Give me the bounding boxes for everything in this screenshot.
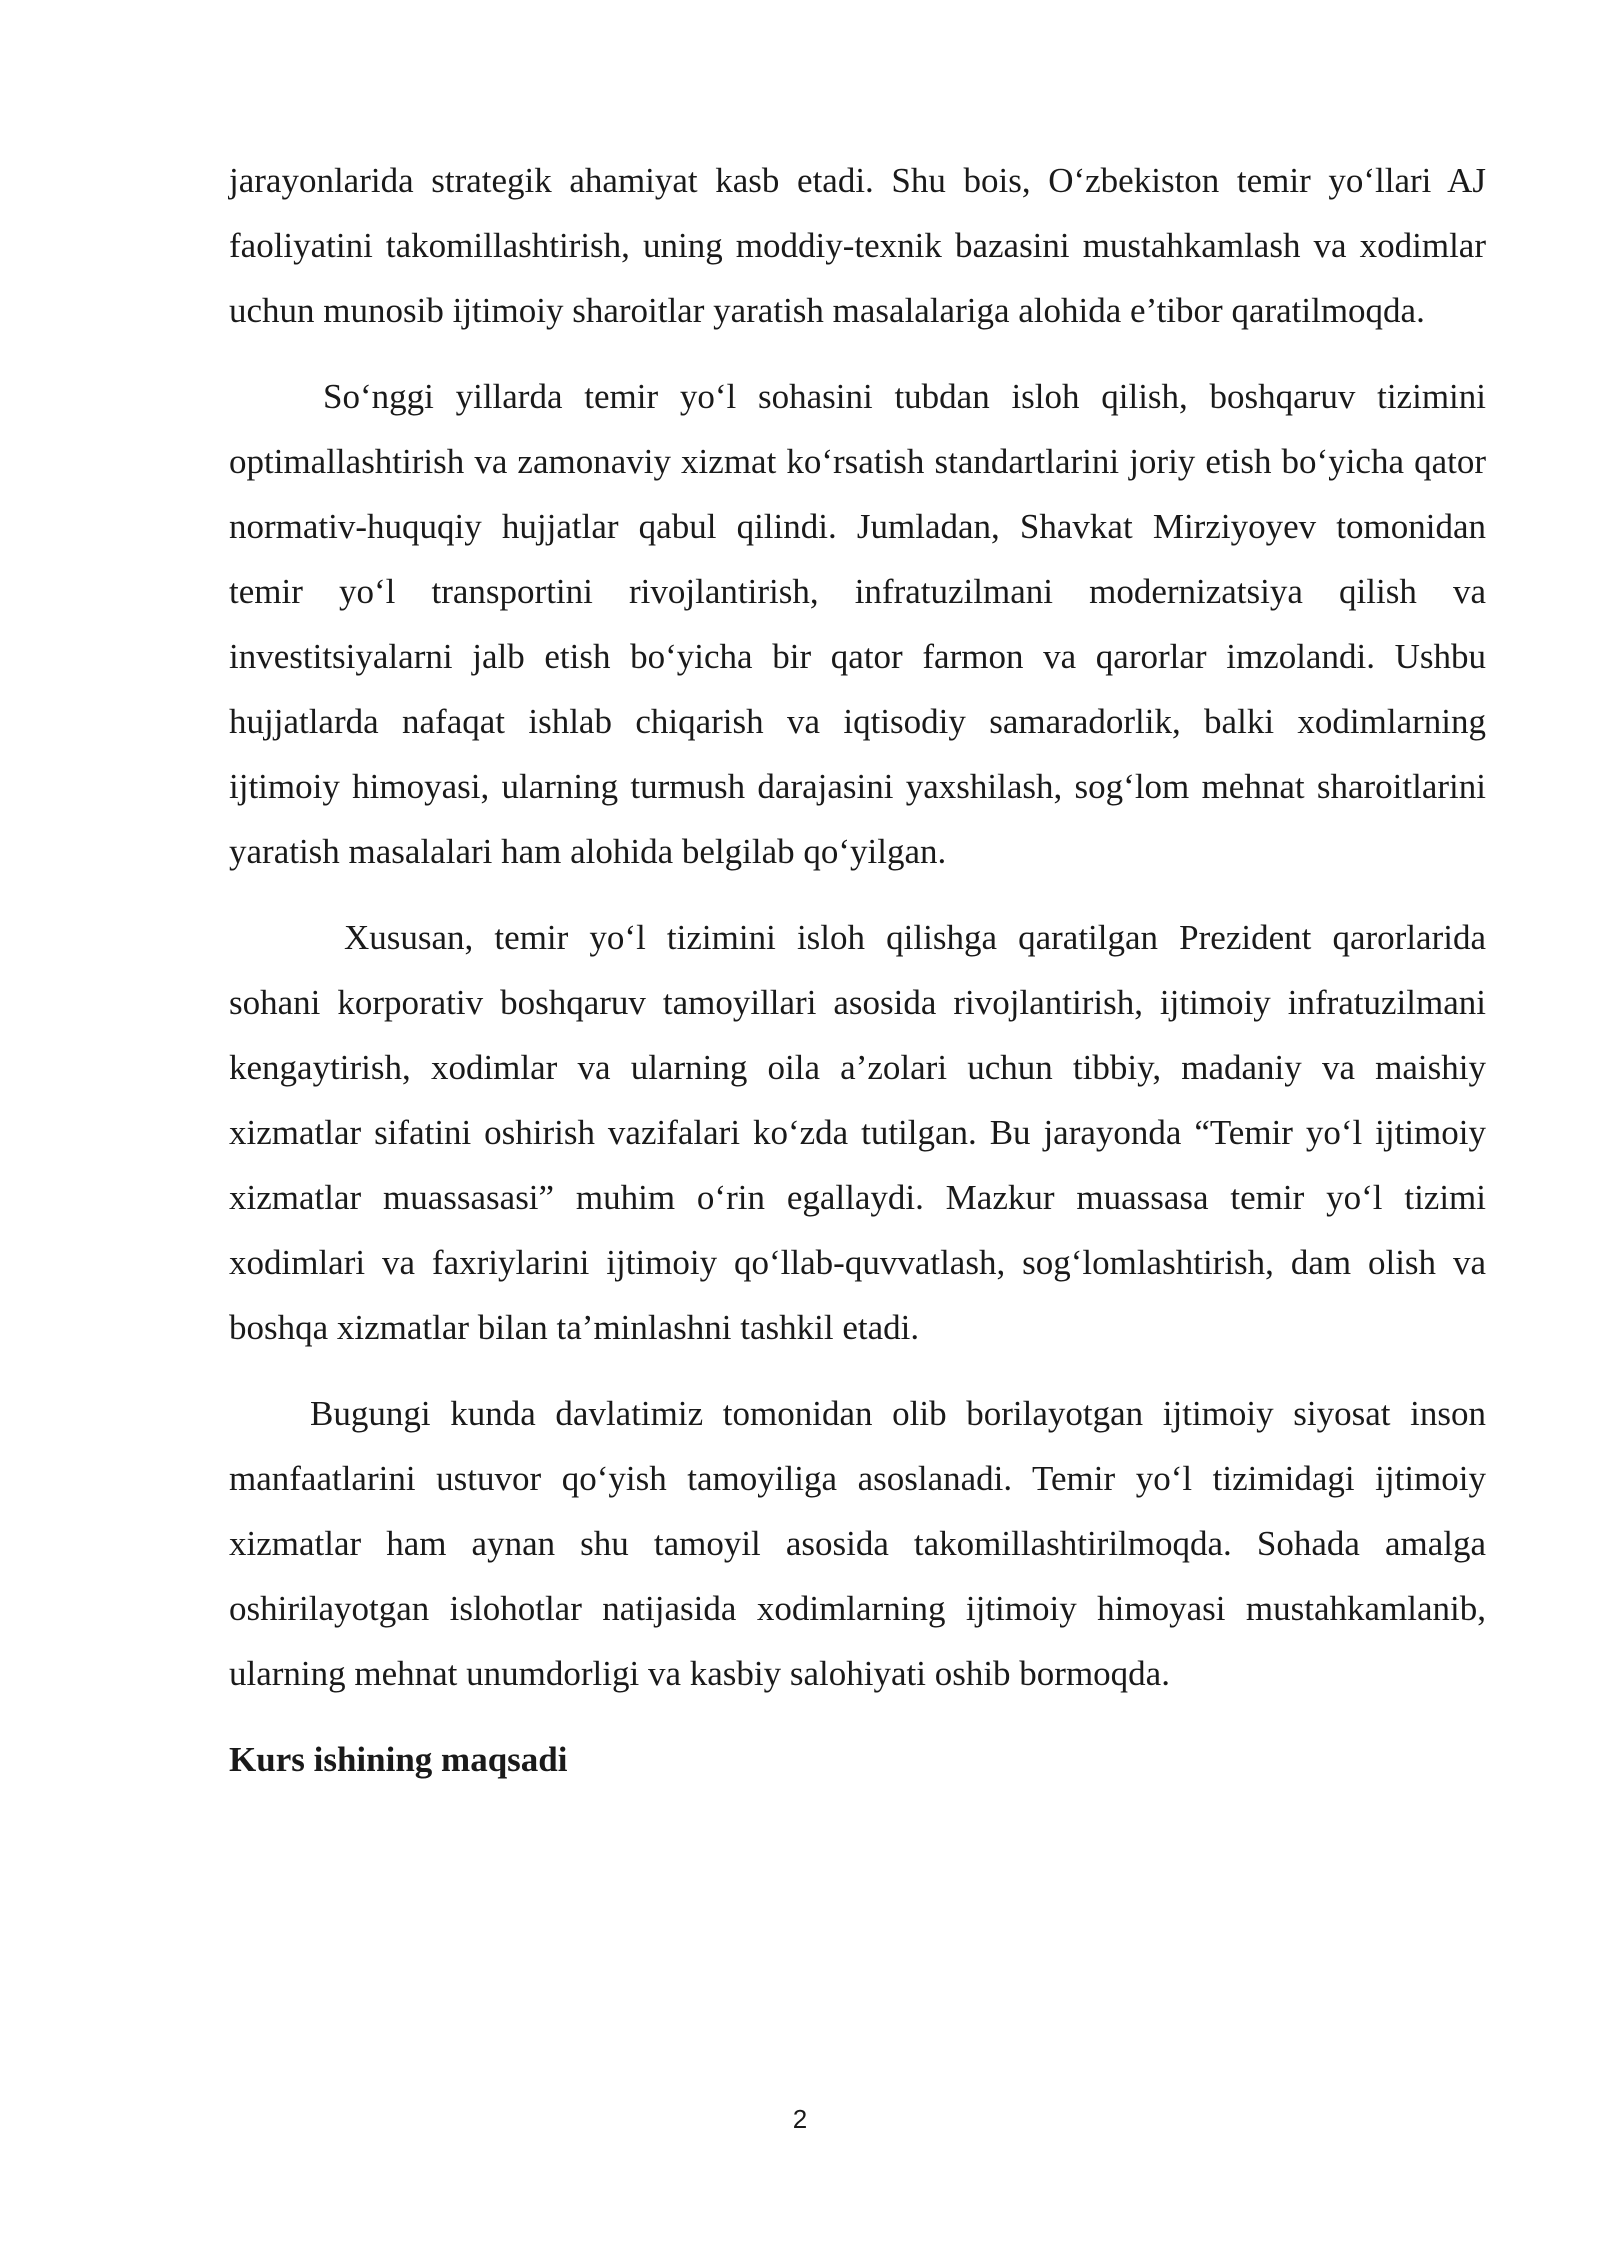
paragraph-2: So‘nggi yillarda temir yo‘l sohasini tubdan isloh qilish, boshqaruv tizimini optimallashtirish va zamonaviy xizmat ko‘rsatish standartlarini joriy etish bo‘yicha qator normativ-huquqiy hujjatlar qabul qilindi. Jumladan, Shavkat Mirziyoyev tomonidan temir yo‘l transportini rivojlantirish, infratuzilmani modernizatsiya qilish va investitsiyalarni jalb etish bo‘yicha bir qator farmon va qarorlar imzolandi. Ushbu hujjatlarda nafaqat ishlab chiqarish va iqtisodiy samaradorlik, balki xodimlarning ijtimoiy himoyasi, ularning turmush darajasini yaxshilash, sog‘lom mehnat sharoitlarini yaratish masalalari ham alohida belgilab qo‘yilgan. xyxy=(229,377,1486,871)
paragraph-1: jarayonlarida strategik ahamiyat kasb etadi. Shu bois, O‘zbekiston temir yo‘llari AJ faoliyatini takomillashtirish, uning moddiy-texnik bazasini mustahkamlash va xodimlar uchun munosib ijtimoiy sharoitlar yaratish masalalariga alohida e’tibor qaratilmoqda. xyxy=(229,161,1486,330)
paragraph-3: Xususan, temir yo‘l tizimini isloh qilishga qaratilgan Prezident qarorlarida sohani korporativ boshqaruv tamoyillari asosida rivojlantirish, ijtimoiy infratuzilmani kengaytirish, xodimlar va ularning oila a’zolari uchun tibbiy, madaniy va maishiy xizmatlar sifatini oshirish vazifalari ko‘zda tutilgan. Bu jarayonda “Temir yo‘l ijtimoiy xizmatlar muassasasi” muhim o‘rin egallaydi. Mazkur muassasa temir yo‘l tizimi xodimlari va faxriylarini ijtimoiy qo‘llab-quvvatlash, sog‘lomlashtirish, dam olish va boshqa xizmatlar bilan ta’minlashni tashkil etadi. xyxy=(229,918,1486,1347)
paragraph-4: Bugungi kunda davlatimiz tomonidan olib borilayotgan ijtimoiy siyosat inson manfaatlarini ustuvor qo‘yish tamoyiliga asoslanadi. Temir yo‘l tizimidagi ijtimoiy xizmatlar ham aynan shu tamoyil asosida takomillashtirilmoqda. Sohada amalga oshirilayotgan islohotlar natijasida xodimlarning ijtimoiy himoyasi mustahkamlanib, ularning mehnat unumdorligi va kasbiy salohiyati oshib bormoqda. xyxy=(229,1394,1486,1693)
document-page xyxy=(229,148,1486,1792)
section-heading: Kurs ishining maqsadi xyxy=(229,1740,568,1779)
page-number: 2 xyxy=(792,2104,808,2134)
